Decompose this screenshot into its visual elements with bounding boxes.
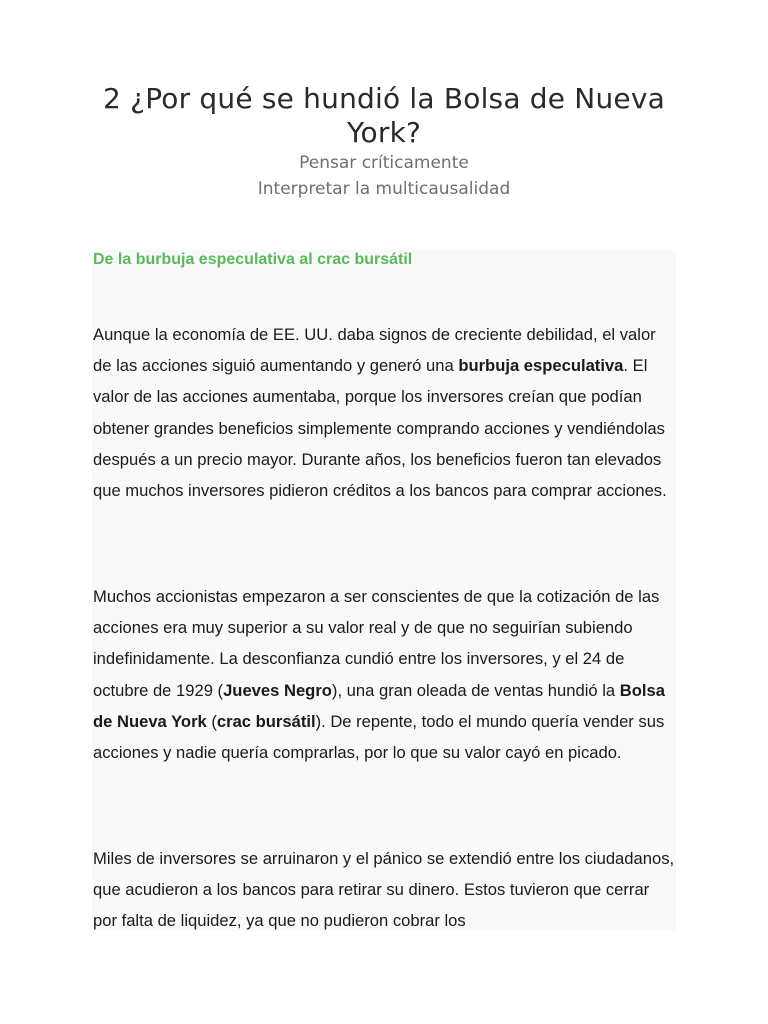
title-block bbox=[84, 82, 684, 202]
bold-term-burbuja: burbuja especulativa bbox=[458, 356, 624, 376]
bold-term-crac: crac bursátil bbox=[216, 711, 316, 731]
paragraph-text: ( bbox=[206, 711, 217, 731]
bold-term-jueves-negro: Jueves Negro bbox=[223, 680, 332, 700]
paragraph-text: ), una gran oleada de ventas hundió la bbox=[331, 680, 620, 700]
paragraph-text: Muchos accionistas empezaron a ser conscientes de que la cotización de las acciones era muy superior a su valor real y de que no seguirían subiendo indefinidamente. La desconfianza cundió entre los inversores, y el 24 de octubre de 1929 ( bbox=[93, 587, 660, 700]
paragraph-text: Aunque la economía de EE. UU. daba signos de creciente debilidad, el valor de las acciones siguió aumentando y generó una bbox=[93, 325, 656, 376]
bold-term-bolsa: Bolsa de Nueva York bbox=[93, 680, 665, 731]
paragraph-speculative-bubble bbox=[93, 319, 676, 506]
content-panel bbox=[92, 250, 676, 931]
subtitle-critical-thinking: Pensar críticamente bbox=[299, 153, 469, 173]
paragraph-bank-panic bbox=[93, 843, 676, 931]
section-heading: De la burbuja especulativa al crac bursátil bbox=[93, 251, 413, 268]
paragraph-text: Miles de inversores se arruinaron y el pánico se extendió entre los ciudadanos, que acudieron a los bancos para retirar su dinero. Estos tuvieron que cerrar por falta de liquidez, ya que no pudieron cobrar los bbox=[93, 849, 675, 931]
paragraph-text: ). De repente, todo el mundo quería vender sus acciones y nadie quería comprarlas, por lo que su valor cayó en picado. bbox=[93, 711, 665, 763]
paragraph-black-thursday bbox=[93, 581, 676, 768]
page-title: 2 ¿Por qué se hundió la Bolsa de Nueva York? bbox=[103, 82, 665, 149]
paragraph-text: . El valor de las acciones aumentaba, porque los inversores creían que podían obtener grandes beneficios simplemente comprando acciones y vendiéndolas después a un precio mayor. Durante años, los beneficios fueron tan elevados que muchos inversores pidieron créditos a los bancos para comprar acciones. bbox=[93, 356, 667, 501]
subtitle-multicausality: Interpretar la multicausalidad bbox=[257, 179, 511, 199]
